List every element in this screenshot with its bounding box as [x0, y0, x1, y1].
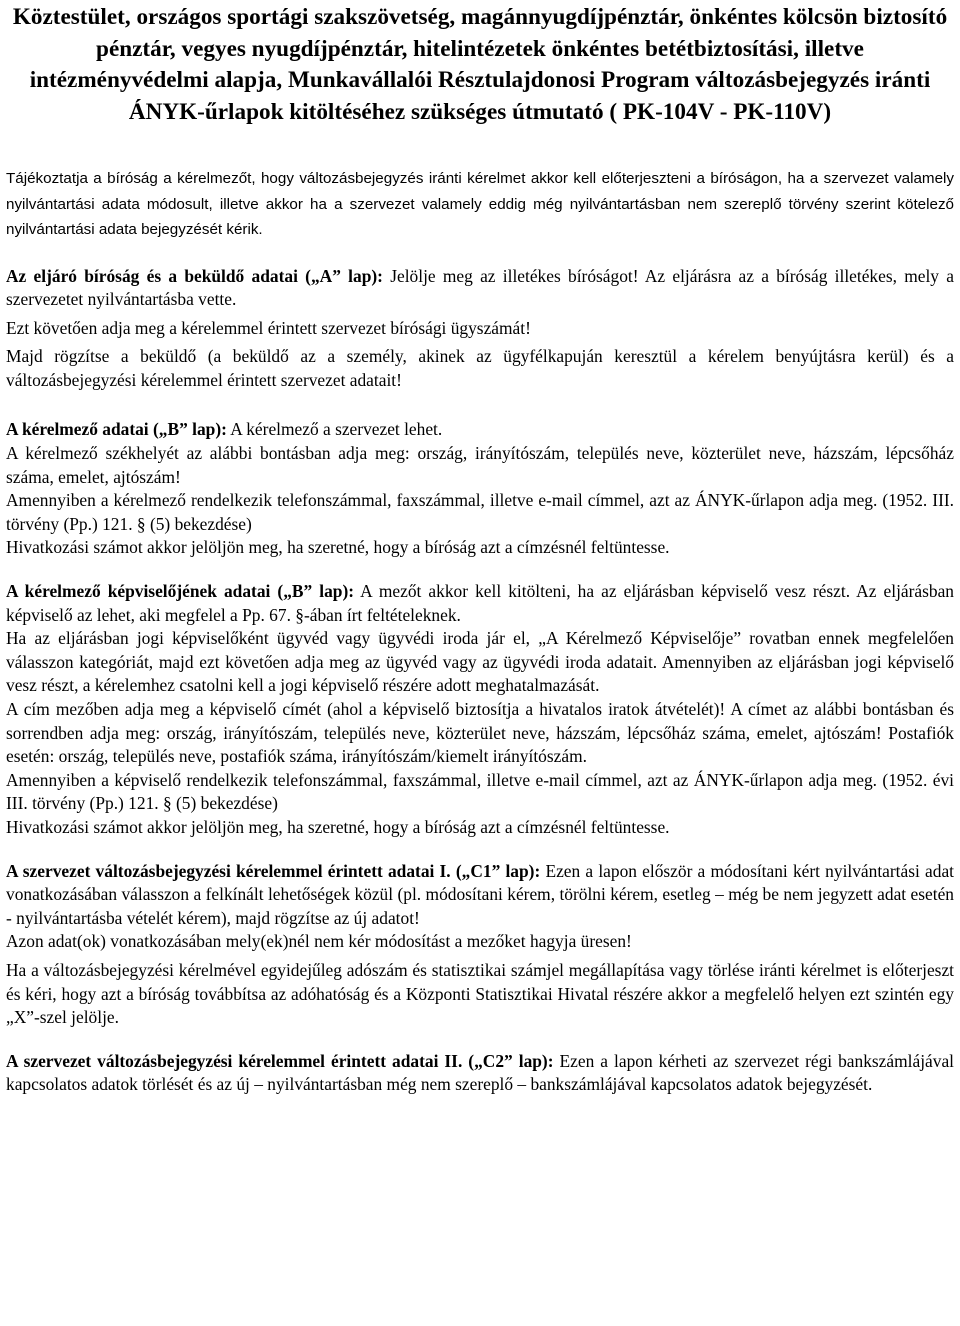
section-b1-paragraph-1: [6, 418, 954, 442]
section-c1-paragraph-1: [6, 860, 954, 931]
section-b2-text-1: A mezőt akkor kell kitölteni, ha az eljárásban képviselő vesz részt. Az eljárásban képviselő az lehet, aki megfelel a Pp. 67. §-ában írt feltételeknek.: [6, 581, 955, 625]
intro-paragraph: Tájékoztatja a bíróság a kérelmezőt, hogy változásbejegyzés iránti kérelmet akkor kell előterjeszteni a bíróságon, ha a szervezet valamely nyilvántartási adata módosult, illetve akkor ha a szervezet valamely eddig még nyilvántartásban nem szereplő törvény szerint kötelező nyilvántartási adata bejegyzését kérik.: [6, 170, 954, 238]
section-c1-paragraph-2: Azon adat(ok) vonatkozásában mely(ek)nél nem kér módosítást a mezőket hagyja üresen!: [6, 931, 632, 952]
section-a-paragraph-2: Ezt követően adja meg a kérelemmel érintett szervezet bírósági ügyszámát!: [6, 317, 531, 338]
section-b1-paragraph-4: Hivatkozási számot akkor jelöljön meg, ha szeretné, hogy a bíróság azt a címzésnél feltüntesse.: [6, 537, 670, 558]
document-title: Köztestület, országos sportági szakszövetség, magánnyugdíjpénztár, önkéntes kölcsön biztosító pénztár, vegyes nyugdíjpénztár, hitelintézetek önkéntes betétbiztosítási, illetve intézményvédelmi alapja, Munkavállalói Résztulajdonosi Program változásbejegyzés iránti ÁNYK-űrlapok kitöltéséhez szükséges útmutató ( PK-104V - PK-110V): [12, 4, 948, 125]
section-b2-paragraph-3: A cím mezőben adja meg a képviselő címét (ahol a képviselő biztosítja a hivatalos iratok átvételét)! A címet az alábbi bontásban és sorrendben adja meg: ország, irányítószám, település neve, közterület neve, házszám, lépcsőház száma, emelet, ajtószám! Postafiók esetén: ország, település neve, postafiók száma, irányítószám/kiemelt irányítószám.: [6, 699, 954, 767]
section-b1-paragraph-2: A kérelmező székhelyét az alábbi bontásban adja meg: ország, irányítószám, település neve, közterület neve, házszám, lépcsőház száma, emelet, ajtószám!: [6, 443, 954, 487]
section-c1-paragraph-3: Ha a változásbejegyzési kérelmével egyidejűleg adószám és statisztikai számjel megállapítása vagy törlése iránti kérelmet is előterjeszt és kéri, hogy azt a bíróság továbbítsa az adóhatóság és a Központi Statisztikai Hivatal részére akkor a megfelelő helyen ezt szintén egy „X”-szel jelölje.: [6, 959, 954, 1028]
section-a-paragraph-3: Majd rögzítse a beküldő (a beküldő az a személy, akinek az ügyfélkapuján keresztül a kérelem benyújtásra kerül) és a változásbejegyzési kérelemmel érintett szervezet adatait!: [6, 346, 954, 390]
section-c1-text-1: Ezen a lapon először a módosítani kért nyilvántartási adat vonatkozásában válasszon a felkínált lehetőségek közül (pl. módosítani kérem, törölni kérem, esetleg – még be nem jegyzett adat esetén - nyilvántartásba vételét kérem), majd rögzítse az új adatot!: [6, 860, 954, 928]
section-b2-heading: A kérelmező képviselőjének adatai („B” lap):: [6, 581, 355, 602]
section-b2-paragraph-4: Amennyiben a képviselő rendelkezik telefonszámmal, faxszámmal, illetve e-mail címmel, azt az ÁNYK-űrlapon adja meg. (1952. évi III. törvény (Pp.) 121. § (5) bekezdése): [6, 769, 954, 814]
section-c2-heading: A szervezet változásbejegyzési kérelemmel érintett adatai II. („C2” lap):: [6, 1050, 554, 1071]
section-b-applicant: [6, 418, 954, 560]
section-a-text-1: Jelölje meg az illetékes bíróságot! Az eljárásra az a bíróság illetékes, mely a szervezetet nyilvántartásba vette.: [6, 265, 954, 310]
section-b2-paragraph-2: Ha az eljárásban jogi képviselőként ügyvéd vagy ügyvédi iroda jár el, „A Kérelmező Képviselője” rovatban ennek megfelelően válasszon kategóriát, majd ezt követően adja meg az ügyvéd vagy az ügyvédi iroda adatait. Amennyiben az eljárásban jogi képviselő vesz részt, a kérelemhez csatolni kell a jogi képviselő részére adott meghatalmazását.: [6, 628, 954, 696]
section-c2-text-1: Ezen a lapon kérheti az szervezet régi bankszámlájával kapcsolatos adatok törlését és az új – nyilvántartásban még nem szereplő – bankszámlájával kapcsolatos adatok bejegyzését.: [6, 1050, 954, 1095]
section-b1-text-1: A kérelmező a szervezet lehet.: [226, 419, 443, 440]
section-c1-heading: A szervezet változásbejegyzési kérelemmel érintett adatai I. („C1” lap):: [6, 860, 541, 881]
section-b-representative: [6, 580, 954, 840]
section-c2: [6, 1050, 954, 1097]
section-b1-heading: A kérelmező adatai („B” lap):: [6, 419, 227, 440]
section-c2-paragraph-1: [6, 1050, 954, 1097]
section-a-paragraph-1: [6, 265, 954, 312]
section-c1: [6, 860, 954, 1030]
section-a: [6, 265, 954, 393]
section-b2-paragraph-5: Hivatkozási számot akkor jelöljön meg, ha szeretné, hogy a bíróság azt a címzésnél feltüntesse.: [6, 816, 670, 837]
section-b1-paragraph-3: Amennyiben a kérelmező rendelkezik telefonszámmal, faxszámmal, illetve e-mail címmel, azt az ÁNYK-űrlapon adja meg. (1952. III. törvény (Pp.) 121. § (5) bekezdése): [6, 490, 954, 534]
section-b2-paragraph-1: [6, 580, 954, 627]
section-a-heading: Az eljáró bíróság és a beküldő adatai („A” lap):: [6, 265, 383, 286]
